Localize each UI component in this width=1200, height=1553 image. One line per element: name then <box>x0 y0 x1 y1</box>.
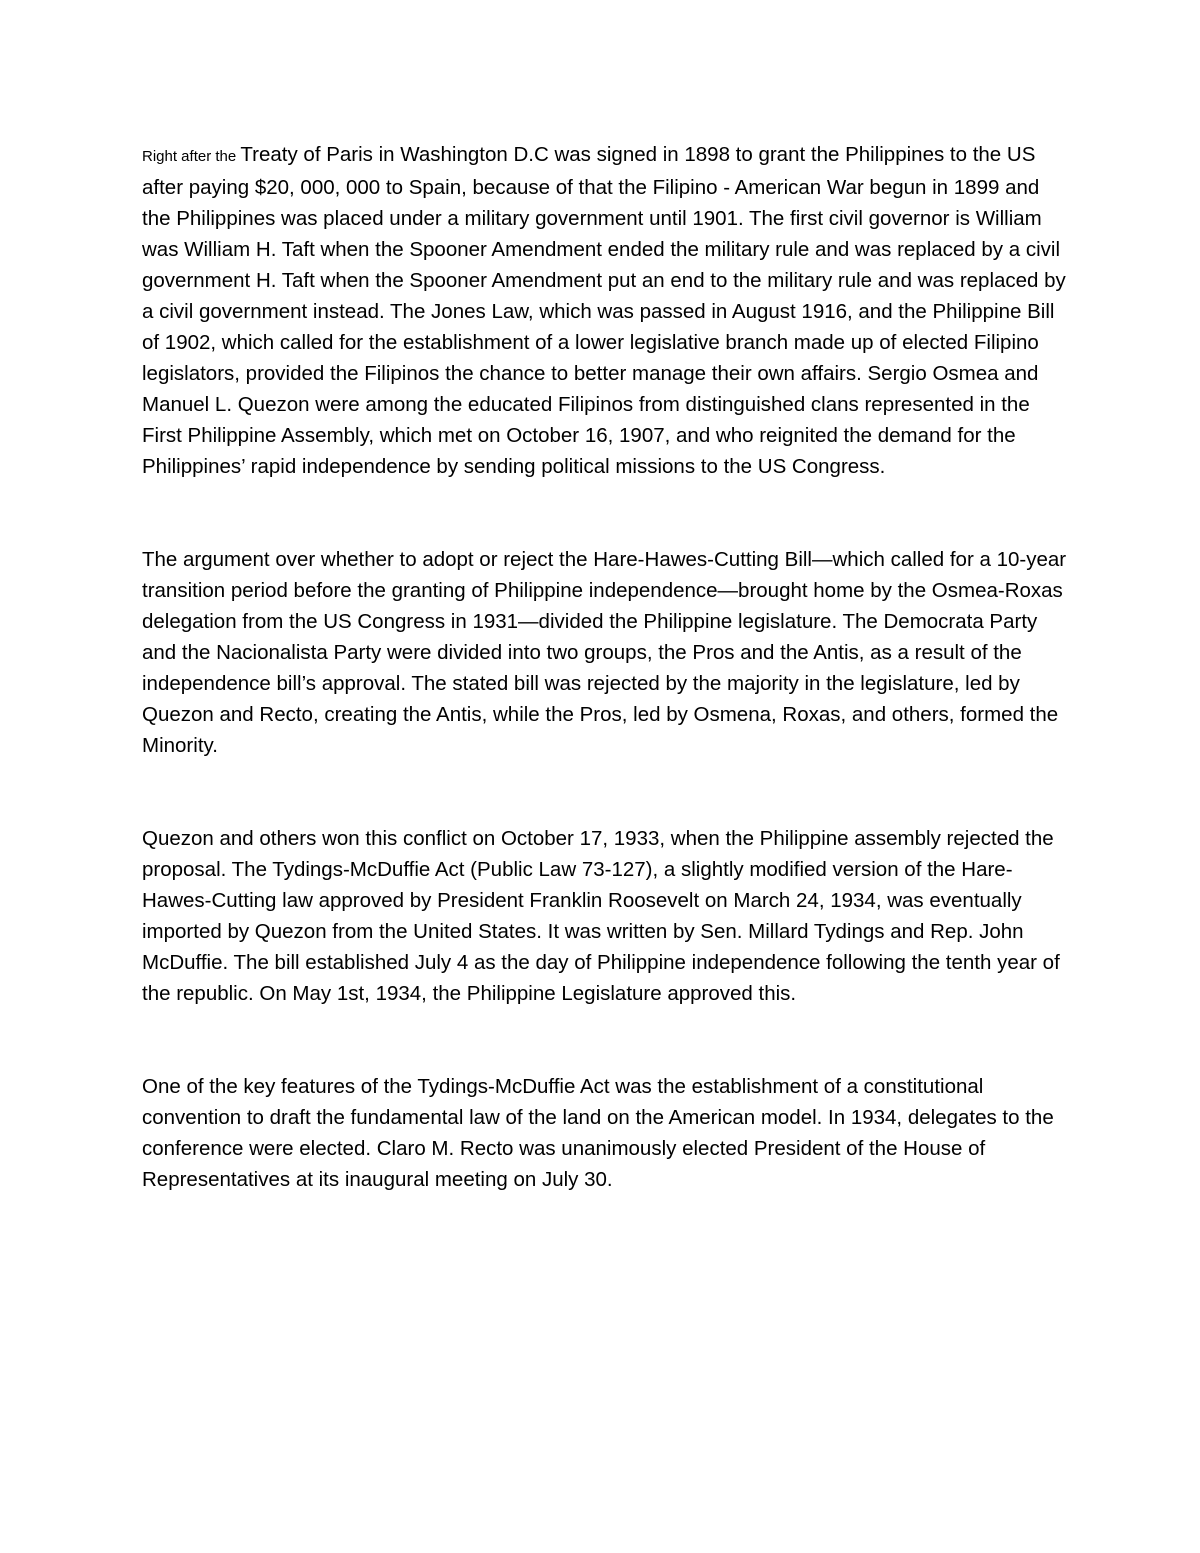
paragraph-tydings-mcduffie <box>142 823 1067 1009</box>
paragraph-body: One of the key features of the Tydings-McDuffie Act was the establishment of a constitutional convention to draft the fundamental law of the land on the American model. In 1934, delegates to the conference were elected. Claro M. Recto was unanimously elected President of the House of Representatives at its inaugural meeting on July 30. <box>142 1075 1054 1191</box>
paragraph-constitutional-convention <box>142 1071 1067 1195</box>
paragraph-body: Quezon and others won this conflict on October 17, 1933, when the Philippine assembly rejected the proposal. The Tydings-McDuffie Act (Public Law 73-127), a slightly modified version of the Hare-Hawes-Cutting law approved by President Franklin Roosevelt on March 24, 1934, was eventually imported by Quezon from the United States. It was written by Sen. Millard Tydings and Rep. John McDuffie. The bill established July 4 as the day of Philippine independence following the tenth year of the republic. On May 1st, 1934, the Philippine Legislature approved this. <box>142 827 1060 1005</box>
document-page <box>142 139 1067 1195</box>
paragraph-lead-in: Right after the <box>142 148 241 165</box>
paragraph-hare-hawes-cutting <box>142 544 1067 761</box>
paragraph-treaty-of-paris <box>142 139 1067 482</box>
paragraph-body: The argument over whether to adopt or reject the Hare-Hawes-Cutting Bill—which called for a 10-year transition period before the granting of Philippine independence—brought home by the Osmea-Roxas delegation from the US Congress in 1931—divided the Philippine legislature. The Democrata Party and the Nacionalista Party were divided into two groups, the Pros and the Antis, as a result of the independence bill’s approval. The stated bill was rejected by the majority in the legislature, led by Quezon and Recto, creating the Antis, while the Pros, led by Osmena, Roxas, and others, formed the Minority. <box>142 548 1067 757</box>
paragraph-body: Treaty of Paris in Washington D.C was signed in 1898 to grant the Philippines to the US after paying $20, 000, 000 to Spain, because of that the Filipino - American War begun in 1899 and the Philippines was placed under a military government until 1901. The first civil governor is William was William H. Taft when the Spooner Amendment ended the military rule and was replaced by a civil government H. Taft when the Spooner Amendment put an end to the military rule and was replaced by a civil government instead. The Jones Law, which was passed in August 1916, and the Philippine Bill of 1902, which called for the establishment of a lower legislative branch made up of elected Filipino legislators, provided the Filipinos the chance to better manage their own affairs. Sergio Osmea and Manuel L. Quezon were among the educated Filipinos from distinguished clans represented in the First Philippine Assembly, which met on October 16, 1907, and who reignited the demand for the Philippines’ rapid independence by sending political missions to the US Congress. <box>142 143 1066 478</box>
